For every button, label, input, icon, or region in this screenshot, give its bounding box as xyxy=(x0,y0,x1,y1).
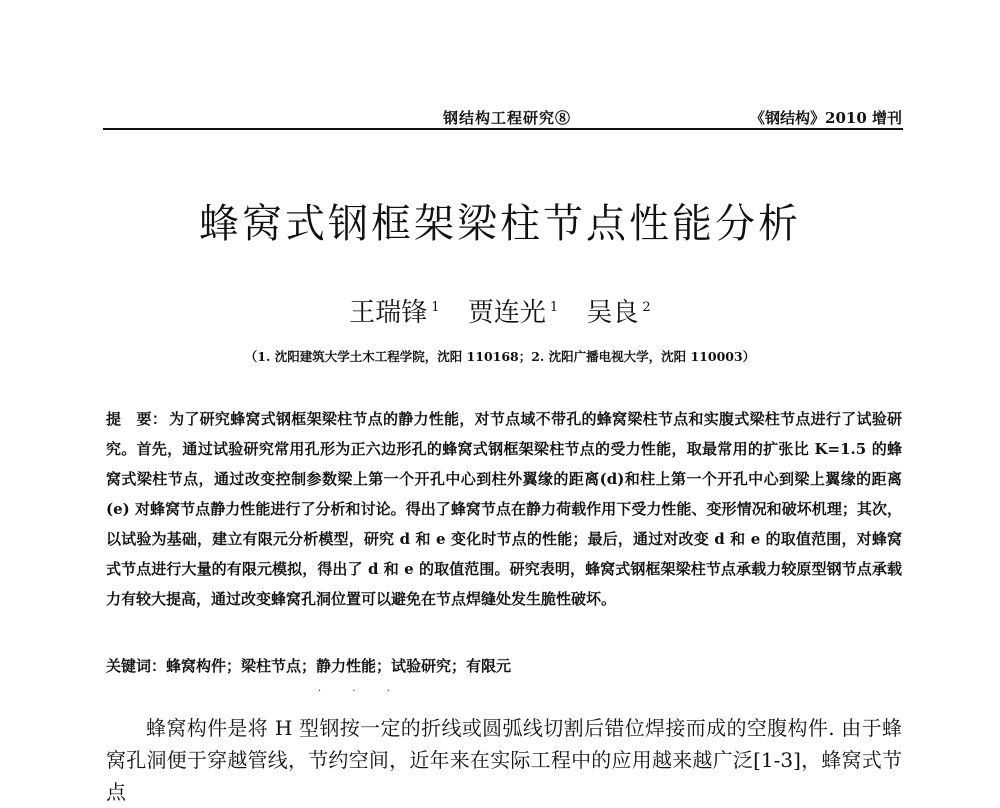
paper-title: 蜂窝式钢框架梁柱节点性能分析 xyxy=(199,201,801,247)
abstract-text: 为了研究蜂窝式钢框架梁柱节点的静力性能，对节点域不带孔的蜂窝梁柱节点和实腹式梁柱节点进行了试验研究。首先，通过试验研究常用孔形为正六边形孔的蜂窝式钢框架梁柱节点的受力性能，取最常用的扩张比 K=1.5 的蜂窝式梁柱节点，通过改变控制参数梁上第一个开孔中心到柱外翼缘的距离(d)和柱上第一个开孔中心到梁上翼缘的距离(e) 对蜂窝节点静力性能进行了分析和讨论。得出了蜂窝节点在静力荷载作用下受力性能、变形情况和破坏机理；其次，以试验为基础，建立有限元分析模型，研究 d 和 e 变化时节点的性能；最后，通过对改变 d 和 e 的取值范围，对蜂窝式节点进行大量的有限元模拟，得出了 d 和 e 的取值范围。研究表明，蜂窝式钢框架梁柱节点承载力较原型钢节点承载力有较大提高，通过改变蜂窝孔洞位置可以避免在节点焊缝处发生脆性破坏。 xyxy=(106,410,902,608)
body-paragraph: 蜂窝构件是将 H 型钢按一定的折线或圆弧线切割后错位焊接而成的空腹构件. 由于蜂窝孔洞便于穿越管线，节约空间，近年来在实际工程中的应用越来越广泛[1-3]，蜂窝式节点 xyxy=(106,716,902,804)
author-name: 吴良 xyxy=(586,298,639,328)
decorative-dots: · · · xyxy=(318,686,404,697)
author-affiliation-mark: 2 xyxy=(642,300,651,316)
journal-issue-label: 《钢结构》2010 增刊 xyxy=(750,109,902,127)
keywords-text: 蜂窝构件；梁柱节点；静力性能；试验研究；有限元 xyxy=(166,657,512,675)
author-affiliation-mark: 1 xyxy=(549,300,559,316)
abstract xyxy=(106,404,902,614)
author xyxy=(468,298,558,328)
header-rule xyxy=(103,128,903,130)
author-name: 王瑞锋 xyxy=(349,298,428,328)
author xyxy=(349,298,439,328)
keywords xyxy=(106,655,902,676)
keywords-label: 关键词： xyxy=(106,657,167,675)
affiliation-line: （1. 沈阳建筑大学土木工程学院，沈阳 110168；2. 沈阳广播电视大学，沈阳 110003） xyxy=(244,349,756,364)
abstract-label: 提 要： xyxy=(106,410,168,428)
author-affiliation-mark: 1 xyxy=(431,300,440,316)
author-list xyxy=(0,292,1000,329)
journal-series-label: 钢结构工程研究⑧ xyxy=(443,109,572,127)
author-name: 贾连光 xyxy=(467,298,546,328)
author xyxy=(586,298,650,328)
